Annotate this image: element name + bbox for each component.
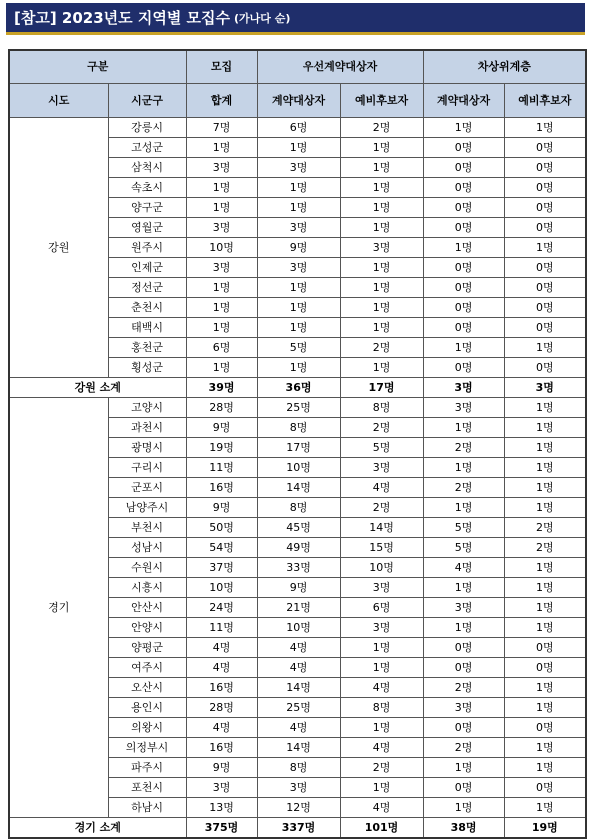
sigungu-cell: 안산시 xyxy=(108,598,186,618)
value-cell: 2명 xyxy=(340,338,423,358)
value-cell: 14명 xyxy=(257,678,340,698)
value-cell: 1명 xyxy=(504,478,586,498)
value-cell: 1명 xyxy=(423,758,504,778)
value-cell: 0명 xyxy=(504,718,586,738)
sigungu-cell: 정선군 xyxy=(108,278,186,298)
sigungu-cell: 구리시 xyxy=(108,458,186,478)
value-cell: 4명 xyxy=(257,718,340,738)
value-cell: 2명 xyxy=(340,498,423,518)
value-cell: 1명 xyxy=(504,698,586,718)
value-cell: 3명 xyxy=(257,158,340,178)
table-row xyxy=(9,118,586,138)
value-cell: 1명 xyxy=(340,178,423,198)
sigungu-cell: 용인시 xyxy=(108,698,186,718)
recruitment-table xyxy=(8,49,587,839)
value-cell: 12명 xyxy=(257,798,340,818)
page-subtitle: (가나다 순) xyxy=(234,11,291,25)
value-cell: 6명 xyxy=(257,118,340,138)
value-cell: 1명 xyxy=(186,138,257,158)
value-cell: 1명 xyxy=(504,418,586,438)
value-cell: 0명 xyxy=(504,178,586,198)
value-cell: 0명 xyxy=(504,298,586,318)
value-cell: 6명 xyxy=(340,598,423,618)
value-cell: 4명 xyxy=(423,558,504,578)
value-cell: 0명 xyxy=(423,258,504,278)
value-cell: 19명 xyxy=(186,438,257,458)
value-cell: 1명 xyxy=(186,278,257,298)
value-cell: 9명 xyxy=(257,578,340,598)
value-cell: 1명 xyxy=(186,178,257,198)
value-cell: 0명 xyxy=(504,778,586,798)
value-cell: 0명 xyxy=(504,198,586,218)
value-cell: 37명 xyxy=(186,558,257,578)
value-cell: 16명 xyxy=(186,478,257,498)
value-cell: 0명 xyxy=(504,318,586,338)
value-cell: 2명 xyxy=(423,478,504,498)
value-cell: 1명 xyxy=(257,358,340,378)
value-cell: 1명 xyxy=(504,618,586,638)
value-cell: 1명 xyxy=(504,238,586,258)
table-row xyxy=(9,398,586,418)
header-recruit: 모집 xyxy=(186,50,257,84)
sigungu-cell: 고성군 xyxy=(108,138,186,158)
value-cell: 49명 xyxy=(257,538,340,558)
subtotal-value: 39명 xyxy=(186,378,257,398)
value-cell: 0명 xyxy=(423,658,504,678)
sigungu-cell: 영월군 xyxy=(108,218,186,238)
value-cell: 1명 xyxy=(186,198,257,218)
value-cell: 14명 xyxy=(257,478,340,498)
value-cell: 1명 xyxy=(186,318,257,338)
value-cell: 8명 xyxy=(257,498,340,518)
value-cell: 1명 xyxy=(340,298,423,318)
sigungu-cell: 양구군 xyxy=(108,198,186,218)
value-cell: 9명 xyxy=(186,498,257,518)
header-row-2 xyxy=(9,84,586,118)
value-cell: 1명 xyxy=(423,238,504,258)
value-cell: 3명 xyxy=(423,598,504,618)
table-body xyxy=(9,118,586,839)
value-cell: 25명 xyxy=(257,398,340,418)
value-cell: 3명 xyxy=(340,618,423,638)
value-cell: 0명 xyxy=(504,158,586,178)
value-cell: 1명 xyxy=(257,318,340,338)
value-cell: 2명 xyxy=(504,518,586,538)
subtotal-row xyxy=(9,818,586,839)
sigungu-cell: 태백시 xyxy=(108,318,186,338)
subtotal-value: 375명 xyxy=(186,818,257,839)
subtotal-label: 경기 소계 xyxy=(9,818,186,839)
sigungu-cell: 인제군 xyxy=(108,258,186,278)
subtotal-value: 3명 xyxy=(423,378,504,398)
value-cell: 17명 xyxy=(257,438,340,458)
sigungu-cell: 여주시 xyxy=(108,658,186,678)
value-cell: 5명 xyxy=(257,338,340,358)
value-cell: 8명 xyxy=(257,758,340,778)
value-cell: 1명 xyxy=(340,778,423,798)
value-cell: 1명 xyxy=(423,418,504,438)
value-cell: 5명 xyxy=(340,438,423,458)
value-cell: 50명 xyxy=(186,518,257,538)
sigungu-cell: 포천시 xyxy=(108,778,186,798)
value-cell: 8명 xyxy=(340,398,423,418)
value-cell: 4명 xyxy=(186,718,257,738)
header-priority: 우선계약대상자 xyxy=(257,50,423,84)
value-cell: 0명 xyxy=(504,358,586,378)
value-cell: 1명 xyxy=(257,298,340,318)
header-total: 합계 xyxy=(186,84,257,118)
value-cell: 1명 xyxy=(340,278,423,298)
value-cell: 1명 xyxy=(340,718,423,738)
value-cell: 1명 xyxy=(186,298,257,318)
sigungu-cell: 홍천군 xyxy=(108,338,186,358)
header-contract-2: 계약대상자 xyxy=(423,84,504,118)
value-cell: 4명 xyxy=(186,638,257,658)
value-cell: 3명 xyxy=(257,778,340,798)
value-cell: 2명 xyxy=(340,418,423,438)
value-cell: 3명 xyxy=(186,258,257,278)
value-cell: 0명 xyxy=(504,138,586,158)
value-cell: 3명 xyxy=(186,778,257,798)
value-cell: 7명 xyxy=(186,118,257,138)
value-cell: 1명 xyxy=(340,198,423,218)
value-cell: 0명 xyxy=(423,198,504,218)
value-cell: 9명 xyxy=(257,238,340,258)
title-bar xyxy=(6,3,585,35)
value-cell: 1명 xyxy=(504,338,586,358)
value-cell: 2명 xyxy=(340,758,423,778)
value-cell: 3명 xyxy=(423,698,504,718)
value-cell: 1명 xyxy=(504,678,586,698)
sigungu-cell: 춘천시 xyxy=(108,298,186,318)
value-cell: 16명 xyxy=(186,738,257,758)
value-cell: 1명 xyxy=(340,658,423,678)
value-cell: 1명 xyxy=(504,758,586,778)
value-cell: 0명 xyxy=(504,278,586,298)
value-cell: 3명 xyxy=(340,458,423,478)
value-cell: 0명 xyxy=(423,138,504,158)
sigungu-cell: 수원시 xyxy=(108,558,186,578)
sigungu-cell: 성남시 xyxy=(108,538,186,558)
value-cell: 1명 xyxy=(504,118,586,138)
sigungu-cell: 과천시 xyxy=(108,418,186,438)
value-cell: 28명 xyxy=(186,698,257,718)
value-cell: 0명 xyxy=(423,158,504,178)
value-cell: 1명 xyxy=(504,438,586,458)
value-cell: 1명 xyxy=(504,598,586,618)
value-cell: 1명 xyxy=(257,178,340,198)
value-cell: 9명 xyxy=(186,758,257,778)
value-cell: 11명 xyxy=(186,458,257,478)
header-reserve-2: 예비후보자 xyxy=(504,84,586,118)
value-cell: 2명 xyxy=(504,538,586,558)
value-cell: 1명 xyxy=(186,358,257,378)
value-cell: 1명 xyxy=(340,638,423,658)
sido-cell: 강원 xyxy=(9,118,108,378)
sigungu-cell: 의정부시 xyxy=(108,738,186,758)
value-cell: 28명 xyxy=(186,398,257,418)
value-cell: 25명 xyxy=(257,698,340,718)
value-cell: 4명 xyxy=(340,678,423,698)
value-cell: 54명 xyxy=(186,538,257,558)
value-cell: 3명 xyxy=(186,158,257,178)
value-cell: 8명 xyxy=(257,418,340,438)
value-cell: 3명 xyxy=(423,398,504,418)
header-sigungu: 시군구 xyxy=(108,84,186,118)
value-cell: 1명 xyxy=(423,798,504,818)
value-cell: 0명 xyxy=(423,778,504,798)
value-cell: 1명 xyxy=(423,618,504,638)
value-cell: 15명 xyxy=(340,538,423,558)
value-cell: 1명 xyxy=(504,398,586,418)
value-cell: 4명 xyxy=(257,638,340,658)
sigungu-cell: 광명시 xyxy=(108,438,186,458)
value-cell: 0명 xyxy=(423,298,504,318)
value-cell: 1명 xyxy=(504,558,586,578)
sido-cell: 경기 xyxy=(9,398,108,818)
value-cell: 3명 xyxy=(186,218,257,238)
value-cell: 1명 xyxy=(340,358,423,378)
value-cell: 0명 xyxy=(504,258,586,278)
value-cell: 3명 xyxy=(340,578,423,598)
value-cell: 0명 xyxy=(423,218,504,238)
subtotal-value: 3명 xyxy=(504,378,586,398)
value-cell: 2명 xyxy=(423,678,504,698)
sigungu-cell: 강릉시 xyxy=(108,118,186,138)
value-cell: 5명 xyxy=(423,538,504,558)
value-cell: 2명 xyxy=(340,118,423,138)
value-cell: 1명 xyxy=(504,738,586,758)
value-cell: 1명 xyxy=(504,458,586,478)
header-reserve: 예비후보자 xyxy=(340,84,423,118)
value-cell: 0명 xyxy=(504,218,586,238)
value-cell: 1명 xyxy=(340,158,423,178)
value-cell: 4명 xyxy=(340,798,423,818)
value-cell: 1명 xyxy=(340,218,423,238)
sigungu-cell: 하남시 xyxy=(108,798,186,818)
page-title: [참고] 2023년도 지역별 모집수 xyxy=(14,9,231,27)
value-cell: 8명 xyxy=(340,698,423,718)
value-cell: 11명 xyxy=(186,618,257,638)
value-cell: 1명 xyxy=(340,318,423,338)
subtotal-value: 38명 xyxy=(423,818,504,839)
subtotal-value: 337명 xyxy=(257,818,340,839)
value-cell: 45명 xyxy=(257,518,340,538)
value-cell: 0명 xyxy=(504,638,586,658)
subtotal-value: 17명 xyxy=(340,378,423,398)
value-cell: 6명 xyxy=(186,338,257,358)
header-group: 구분 xyxy=(9,50,186,84)
sigungu-cell: 남양주시 xyxy=(108,498,186,518)
value-cell: 33명 xyxy=(257,558,340,578)
value-cell: 0명 xyxy=(423,278,504,298)
value-cell: 4명 xyxy=(186,658,257,678)
value-cell: 9명 xyxy=(186,418,257,438)
value-cell: 1명 xyxy=(423,498,504,518)
value-cell: 3명 xyxy=(257,218,340,238)
subtotal-value: 19명 xyxy=(504,818,586,839)
header-sido: 시도 xyxy=(9,84,108,118)
subtotal-value: 36명 xyxy=(257,378,340,398)
value-cell: 10명 xyxy=(186,238,257,258)
value-cell: 1명 xyxy=(423,338,504,358)
value-cell: 14명 xyxy=(257,738,340,758)
value-cell: 10명 xyxy=(186,578,257,598)
subtotal-row xyxy=(9,378,586,398)
value-cell: 10명 xyxy=(340,558,423,578)
value-cell: 0명 xyxy=(504,658,586,678)
sigungu-cell: 횡성군 xyxy=(108,358,186,378)
value-cell: 1명 xyxy=(504,798,586,818)
value-cell: 1명 xyxy=(504,578,586,598)
value-cell: 1명 xyxy=(423,578,504,598)
value-cell: 1명 xyxy=(257,278,340,298)
sigungu-cell: 안양시 xyxy=(108,618,186,638)
value-cell: 0명 xyxy=(423,638,504,658)
subtotal-value: 101명 xyxy=(340,818,423,839)
value-cell: 1명 xyxy=(257,138,340,158)
sigungu-cell: 파주시 xyxy=(108,758,186,778)
header-contract: 계약대상자 xyxy=(257,84,340,118)
sigungu-cell: 오산시 xyxy=(108,678,186,698)
value-cell: 10명 xyxy=(257,458,340,478)
value-cell: 4명 xyxy=(340,738,423,758)
value-cell: 3명 xyxy=(340,238,423,258)
sigungu-cell: 삼척시 xyxy=(108,158,186,178)
subtotal-label: 강원 소계 xyxy=(9,378,186,398)
value-cell: 0명 xyxy=(423,358,504,378)
value-cell: 2명 xyxy=(423,738,504,758)
header-next-class: 차상위계층 xyxy=(423,50,586,84)
value-cell: 21명 xyxy=(257,598,340,618)
sigungu-cell: 군포시 xyxy=(108,478,186,498)
value-cell: 0명 xyxy=(423,718,504,738)
value-cell: 0명 xyxy=(423,178,504,198)
sigungu-cell: 양평군 xyxy=(108,638,186,658)
value-cell: 5명 xyxy=(423,518,504,538)
value-cell: 14명 xyxy=(340,518,423,538)
sigungu-cell: 의왕시 xyxy=(108,718,186,738)
value-cell: 1명 xyxy=(340,138,423,158)
value-cell: 3명 xyxy=(257,258,340,278)
value-cell: 1명 xyxy=(340,258,423,278)
value-cell: 10명 xyxy=(257,618,340,638)
value-cell: 1명 xyxy=(423,118,504,138)
value-cell: 13명 xyxy=(186,798,257,818)
value-cell: 1명 xyxy=(423,458,504,478)
sigungu-cell: 시흥시 xyxy=(108,578,186,598)
value-cell: 2명 xyxy=(423,438,504,458)
value-cell: 16명 xyxy=(186,678,257,698)
value-cell: 24명 xyxy=(186,598,257,618)
sigungu-cell: 부천시 xyxy=(108,518,186,538)
value-cell: 4명 xyxy=(340,478,423,498)
sigungu-cell: 속초시 xyxy=(108,178,186,198)
value-cell: 1명 xyxy=(504,498,586,518)
sigungu-cell: 고양시 xyxy=(108,398,186,418)
header-row-1 xyxy=(9,50,586,84)
value-cell: 4명 xyxy=(257,658,340,678)
value-cell: 0명 xyxy=(423,318,504,338)
value-cell: 1명 xyxy=(257,198,340,218)
sigungu-cell: 원주시 xyxy=(108,238,186,258)
